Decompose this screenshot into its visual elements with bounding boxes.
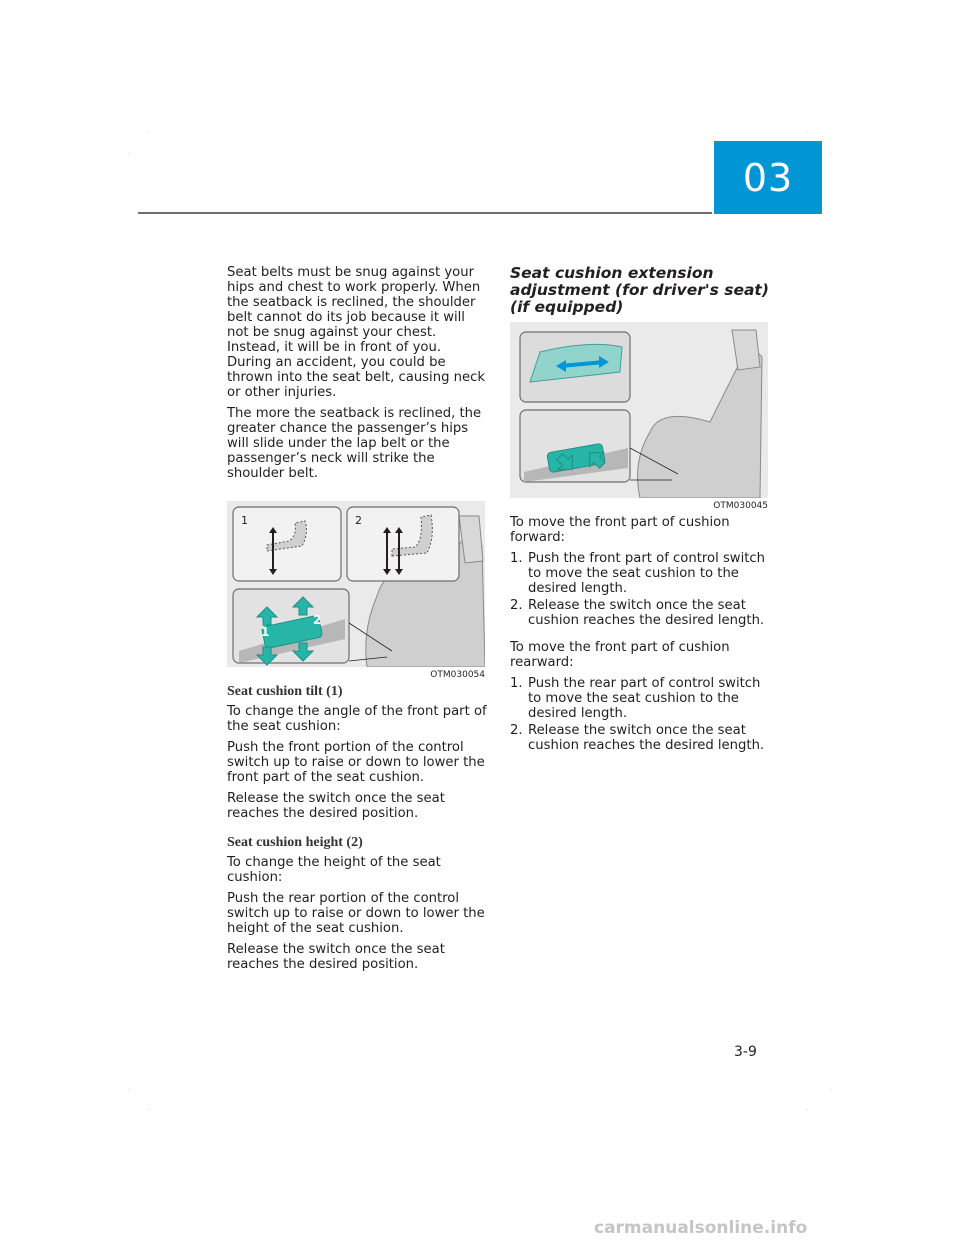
step-number: 1. (510, 551, 523, 566)
switch-label-1: 1 (261, 625, 270, 639)
height-heading: Seat cushion height (2) (227, 835, 363, 850)
chapter-number: 03 (742, 155, 794, 200)
forward-steps (510, 551, 772, 628)
list-item (510, 551, 772, 596)
height-para-1: To change the height of the seat cushion: (227, 855, 441, 885)
step-number: 2. (510, 723, 523, 738)
tilt-para-2: Push the front portion of the control switch up to raise or down to lower the front part of the seat cushion. (227, 740, 485, 785)
right-column (510, 265, 772, 763)
rearward-intro: To move the front part of cushion rearward: (510, 640, 730, 670)
switch-label-2: 2 (313, 613, 322, 627)
step-number: 1. (510, 676, 523, 691)
crop-mark: · (806, 1107, 808, 1114)
cushion-extension-figure (510, 322, 768, 498)
crop-mark: · (148, 1107, 150, 1114)
crop-mark: · (830, 1087, 832, 1094)
forward-intro: To move the front part of cushion forward: (510, 515, 730, 545)
step-text: Push the rear part of control switch to move the seat cushion to the desired length. (528, 676, 761, 721)
watermark: carmanualsonline.info (594, 1218, 808, 1238)
chapter-tab (714, 141, 822, 214)
tilt-para-1: To change the angle of the front part of the seat cushion: (227, 704, 487, 734)
rearward-steps (510, 676, 772, 753)
crop-mark: · (128, 151, 130, 158)
panel-2-label: 2 (355, 514, 362, 527)
crop-mark: · (128, 1087, 130, 1094)
recline-paragraph: The more the seatback is reclined, the greater chance the passenger’s hips will slide under the lap belt or the passenger’s neck will strike the shoulder belt. (227, 406, 482, 481)
page-number: 3-9 (734, 1044, 757, 1060)
figure-code: OTM030054 (430, 670, 485, 680)
step-text: Push the front part of control switch to move the seat cushion to the desired length. (528, 551, 766, 596)
tilt-heading: Seat cushion tilt (1) (227, 684, 343, 699)
seat-tilt-height-figure (227, 501, 485, 667)
crop-mark: · (148, 129, 150, 136)
list-item (510, 598, 772, 628)
crop-mark: · (806, 129, 808, 136)
step-number: 2. (510, 598, 523, 613)
intro-paragraph: Seat belts must be snug against your hips and chest to work properly. When the seatback is reclined, the shoulder belt cannot do its job because it will not be snug against your chest. Instead, it will be in front of you. During an accident, you could be thrown into the seat belt, causing neck or other injuries. (227, 265, 485, 400)
cushion-extension-illustration (510, 322, 768, 498)
left-column (227, 265, 489, 978)
figure-code: OTM030045 (713, 501, 768, 511)
step-text: Release the switch once the seat cushion reaches the desired length. (528, 598, 765, 628)
header-rule (138, 212, 712, 214)
list-item (510, 723, 772, 753)
panel-1-label: 1 (241, 514, 248, 527)
tilt-para-3: Release the switch once the seat reaches the desired position. (227, 791, 445, 821)
crop-mark: · (830, 151, 832, 158)
list-item (510, 676, 772, 721)
height-para-2: Push the rear portion of the control switch up to raise or down to lower the height of the seat cushion. (227, 891, 485, 936)
section-title: Seat cushion extension adjustment (for driver's seat) (if equipped) (510, 264, 769, 316)
step-text: Release the switch once the seat cushion reaches the desired length. (528, 723, 765, 753)
height-para-3: Release the switch once the seat reaches the desired position. (227, 942, 445, 972)
